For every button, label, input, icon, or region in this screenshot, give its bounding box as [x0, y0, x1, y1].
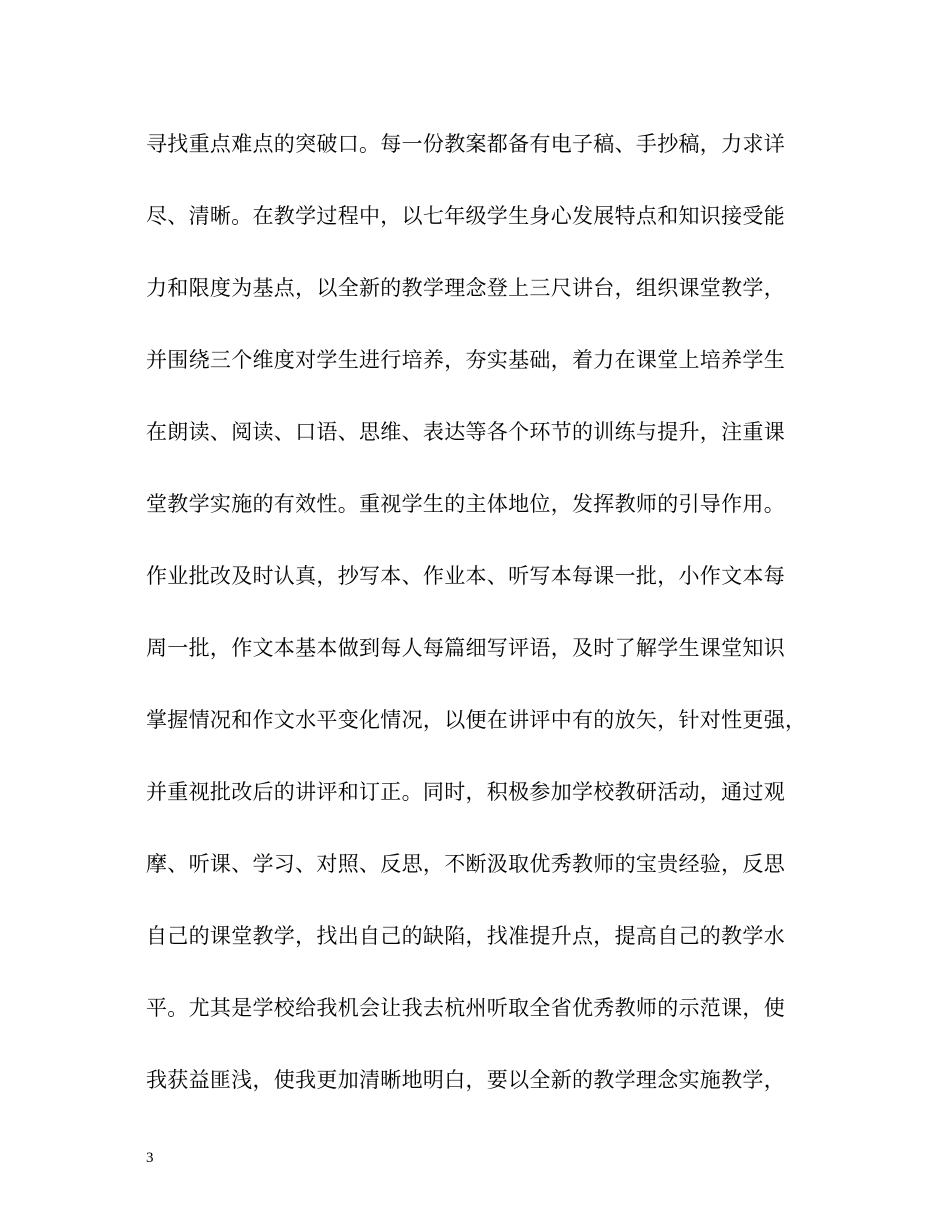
text-line: 并重视批改后的讲评和订正。同时，积极参加学校教研活动，通过观: [146, 780, 785, 804]
body-text: [146, 124, 806, 1132]
page-number: 3: [146, 1150, 154, 1166]
text-line: 平。尤其是学校给我机会让我去杭州听取全省优秀教师的示范课，使: [146, 996, 785, 1020]
text-line: 摩、听课、学习、对照、反思，不断汲取优秀教师的宝贵经验，反思: [146, 852, 785, 876]
text-line: 寻找重点难点的突破口。每一份教案都备有电子稿、手抄稿，力求详: [146, 132, 785, 156]
text-line: 力和限度为基点，以全新的教学理念登上三尺讲台，组织课堂教学，: [146, 276, 785, 300]
text-line: 作业批改及时认真，抄写本、作业本、听写本每课一批，小作文本每: [146, 564, 785, 588]
text-line: 掌握情况和作文水平变化情况，以便在讲评中有的放矢，针对性更强，: [146, 708, 807, 732]
text-line: 堂教学实施的有效性。重视学生的主体地位，发挥教师的引导作用。: [146, 492, 785, 516]
text-line: 在朗读、阅读、口语、思维、表达等各个环节的训练与提升，注重课: [146, 420, 785, 444]
text-line: 并围绕三个维度对学生进行培养，夯实基础，着力在课堂上培养学生: [146, 348, 785, 372]
text-line: 周一批，作文本基本做到每人每篇细写评语，及时了解学生课堂知识: [146, 636, 785, 660]
text-line: 自己的课堂教学，找出自己的缺陷，找准提升点，提高自己的教学水: [146, 924, 785, 948]
text-line: 尽、清晰。在教学过程中，以七年级学生身心发展特点和知识接受能: [146, 204, 785, 228]
text-line: 我获益匪浅，使我更加清晰地明白，要以全新的教学理念实施教学，: [146, 1068, 785, 1092]
